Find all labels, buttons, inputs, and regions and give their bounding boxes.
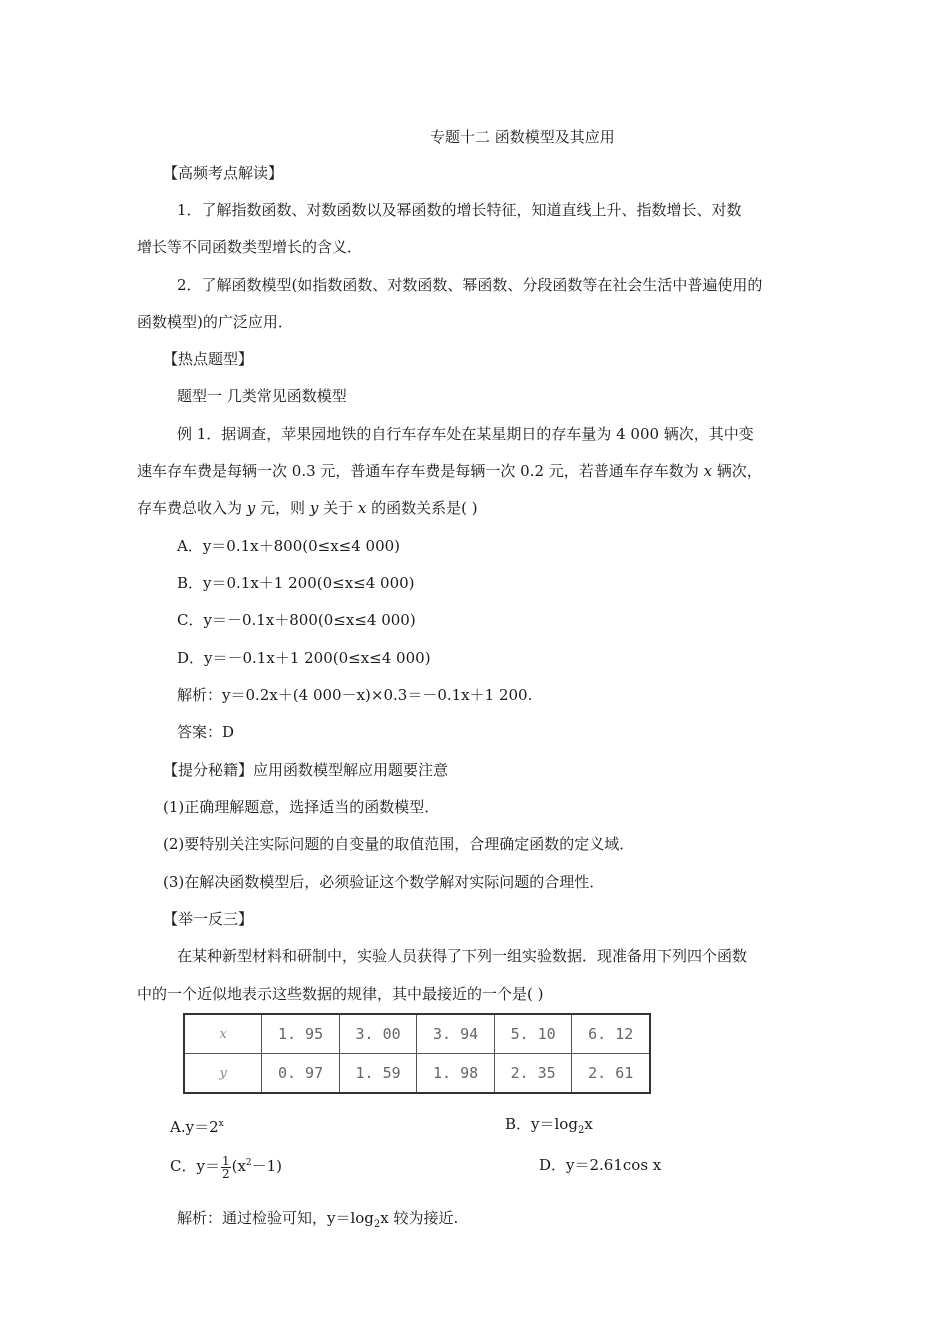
- option-b: B．y＝0.1x＋1 200(0≤x≤4 000): [177, 574, 415, 592]
- fraction-half: $\frac{1}{2}$: [221, 1153, 230, 1181]
- point-2-line-1: 2．了解函数模型(如指数函数、对数函数、幂函数、分段函数等在社会生活中普遍使用的: [177, 276, 763, 294]
- table-cell: 1. 59: [339, 1054, 417, 1094]
- section-heading-redian: 【热点题型】: [163, 350, 254, 368]
- experiment-data-table: [183, 1013, 651, 1094]
- section-heading-gaopin: 【高频考点解读】: [163, 164, 284, 182]
- table-cell: 1. 95: [262, 1014, 340, 1054]
- option-a: A．y＝0.1x＋800(0≤x≤4 000): [177, 537, 401, 555]
- tip-1: (1)正确理解题意，选择适当的函数模型．: [163, 798, 440, 816]
- problem-solution: 解析：通过检验可知，$y=\log_2x$ 较为接近.: [177, 1209, 459, 1230]
- section-heading-juyi: 【举一反三】: [163, 910, 254, 928]
- question-type-heading: 题型一 几类常见函数模型: [177, 387, 347, 405]
- example-answer: 答案：D: [177, 723, 235, 741]
- table-cell: 3. 94: [417, 1014, 495, 1054]
- example-line-2: 速车存车费是每辆一次 0.3 元，普通车存车费是每辆一次 0.2 元，若普通车存车数为 x 辆次，: [137, 462, 762, 480]
- table-cell: 0. 97: [262, 1054, 340, 1094]
- tip-3: (3)在解决函数模型后，必须验证这个数学解对实际问题的合理性．: [163, 873, 605, 891]
- table-cell: 2. 35: [494, 1054, 572, 1094]
- tips-label: 【提分秘籍】: [163, 761, 254, 779]
- table-cell: 1. 98: [417, 1054, 495, 1094]
- tips-text: 应用函数模型解应用题要注意: [253, 761, 449, 779]
- choice-b: B．$y=\log_2x$: [505, 1115, 593, 1136]
- choice-c: C．y＝ $\frac{1}{2}$ $(x^2-1)$: [170, 1153, 283, 1181]
- table-cell: 6. 12: [572, 1014, 650, 1054]
- table-cell: y: [184, 1054, 262, 1094]
- table-cell: 3. 00: [339, 1014, 417, 1054]
- problem-line-1: 在某种新型材料和研制中，实验人员获得了下列一组实验数据．现准备用下列四个函数: [177, 947, 748, 965]
- choice-a: $A.y=2^x$: [170, 1118, 224, 1136]
- tip-2: (2)要特别关注实际问题的自变量的取值范围，合理确定函数的定义域．: [163, 835, 635, 853]
- page-title: 专题十二 函数模型及其应用: [430, 128, 615, 146]
- problem-line-2: 中的一个近似地表示这些数据的规律，其中最接近的一个是( ): [137, 985, 544, 1003]
- table-cell: 2. 61: [572, 1054, 650, 1094]
- point-1-line-1: 1．了解指数函数、对数函数以及幂函数的增长特征，知道直线上升、指数增长、对数: [177, 201, 742, 219]
- tips-heading: [163, 760, 448, 780]
- example-line-1: 例 1．据调查，苹果园地铁的自行车存车处在某星期日的存车量为 4 000 辆次，其中变: [177, 425, 754, 443]
- table-row: [184, 1054, 650, 1094]
- point-1-line-2: 增长等不同函数类型增长的含义．: [137, 238, 363, 256]
- choice-d: D．y＝2.61cos x: [539, 1156, 662, 1174]
- table-cell: 5. 10: [494, 1014, 572, 1054]
- point-2-line-2: 函数模型)的广泛应用．: [137, 313, 293, 331]
- example-line-3: 存车费总收入为 y 元，则 y 关于 x 的函数关系是( ): [137, 499, 478, 517]
- option-c: C．y＝－0.1x＋800(0≤x≤4 000): [177, 611, 416, 629]
- option-d: D．y＝－0.1x＋1 200(0≤x≤4 000): [177, 649, 431, 667]
- table-cell: x: [184, 1014, 262, 1054]
- table-row: [184, 1014, 650, 1054]
- example-solution: 解析：y＝0.2x＋(4 000－x)×0.3＝－0.1x＋1 200.: [177, 686, 533, 704]
